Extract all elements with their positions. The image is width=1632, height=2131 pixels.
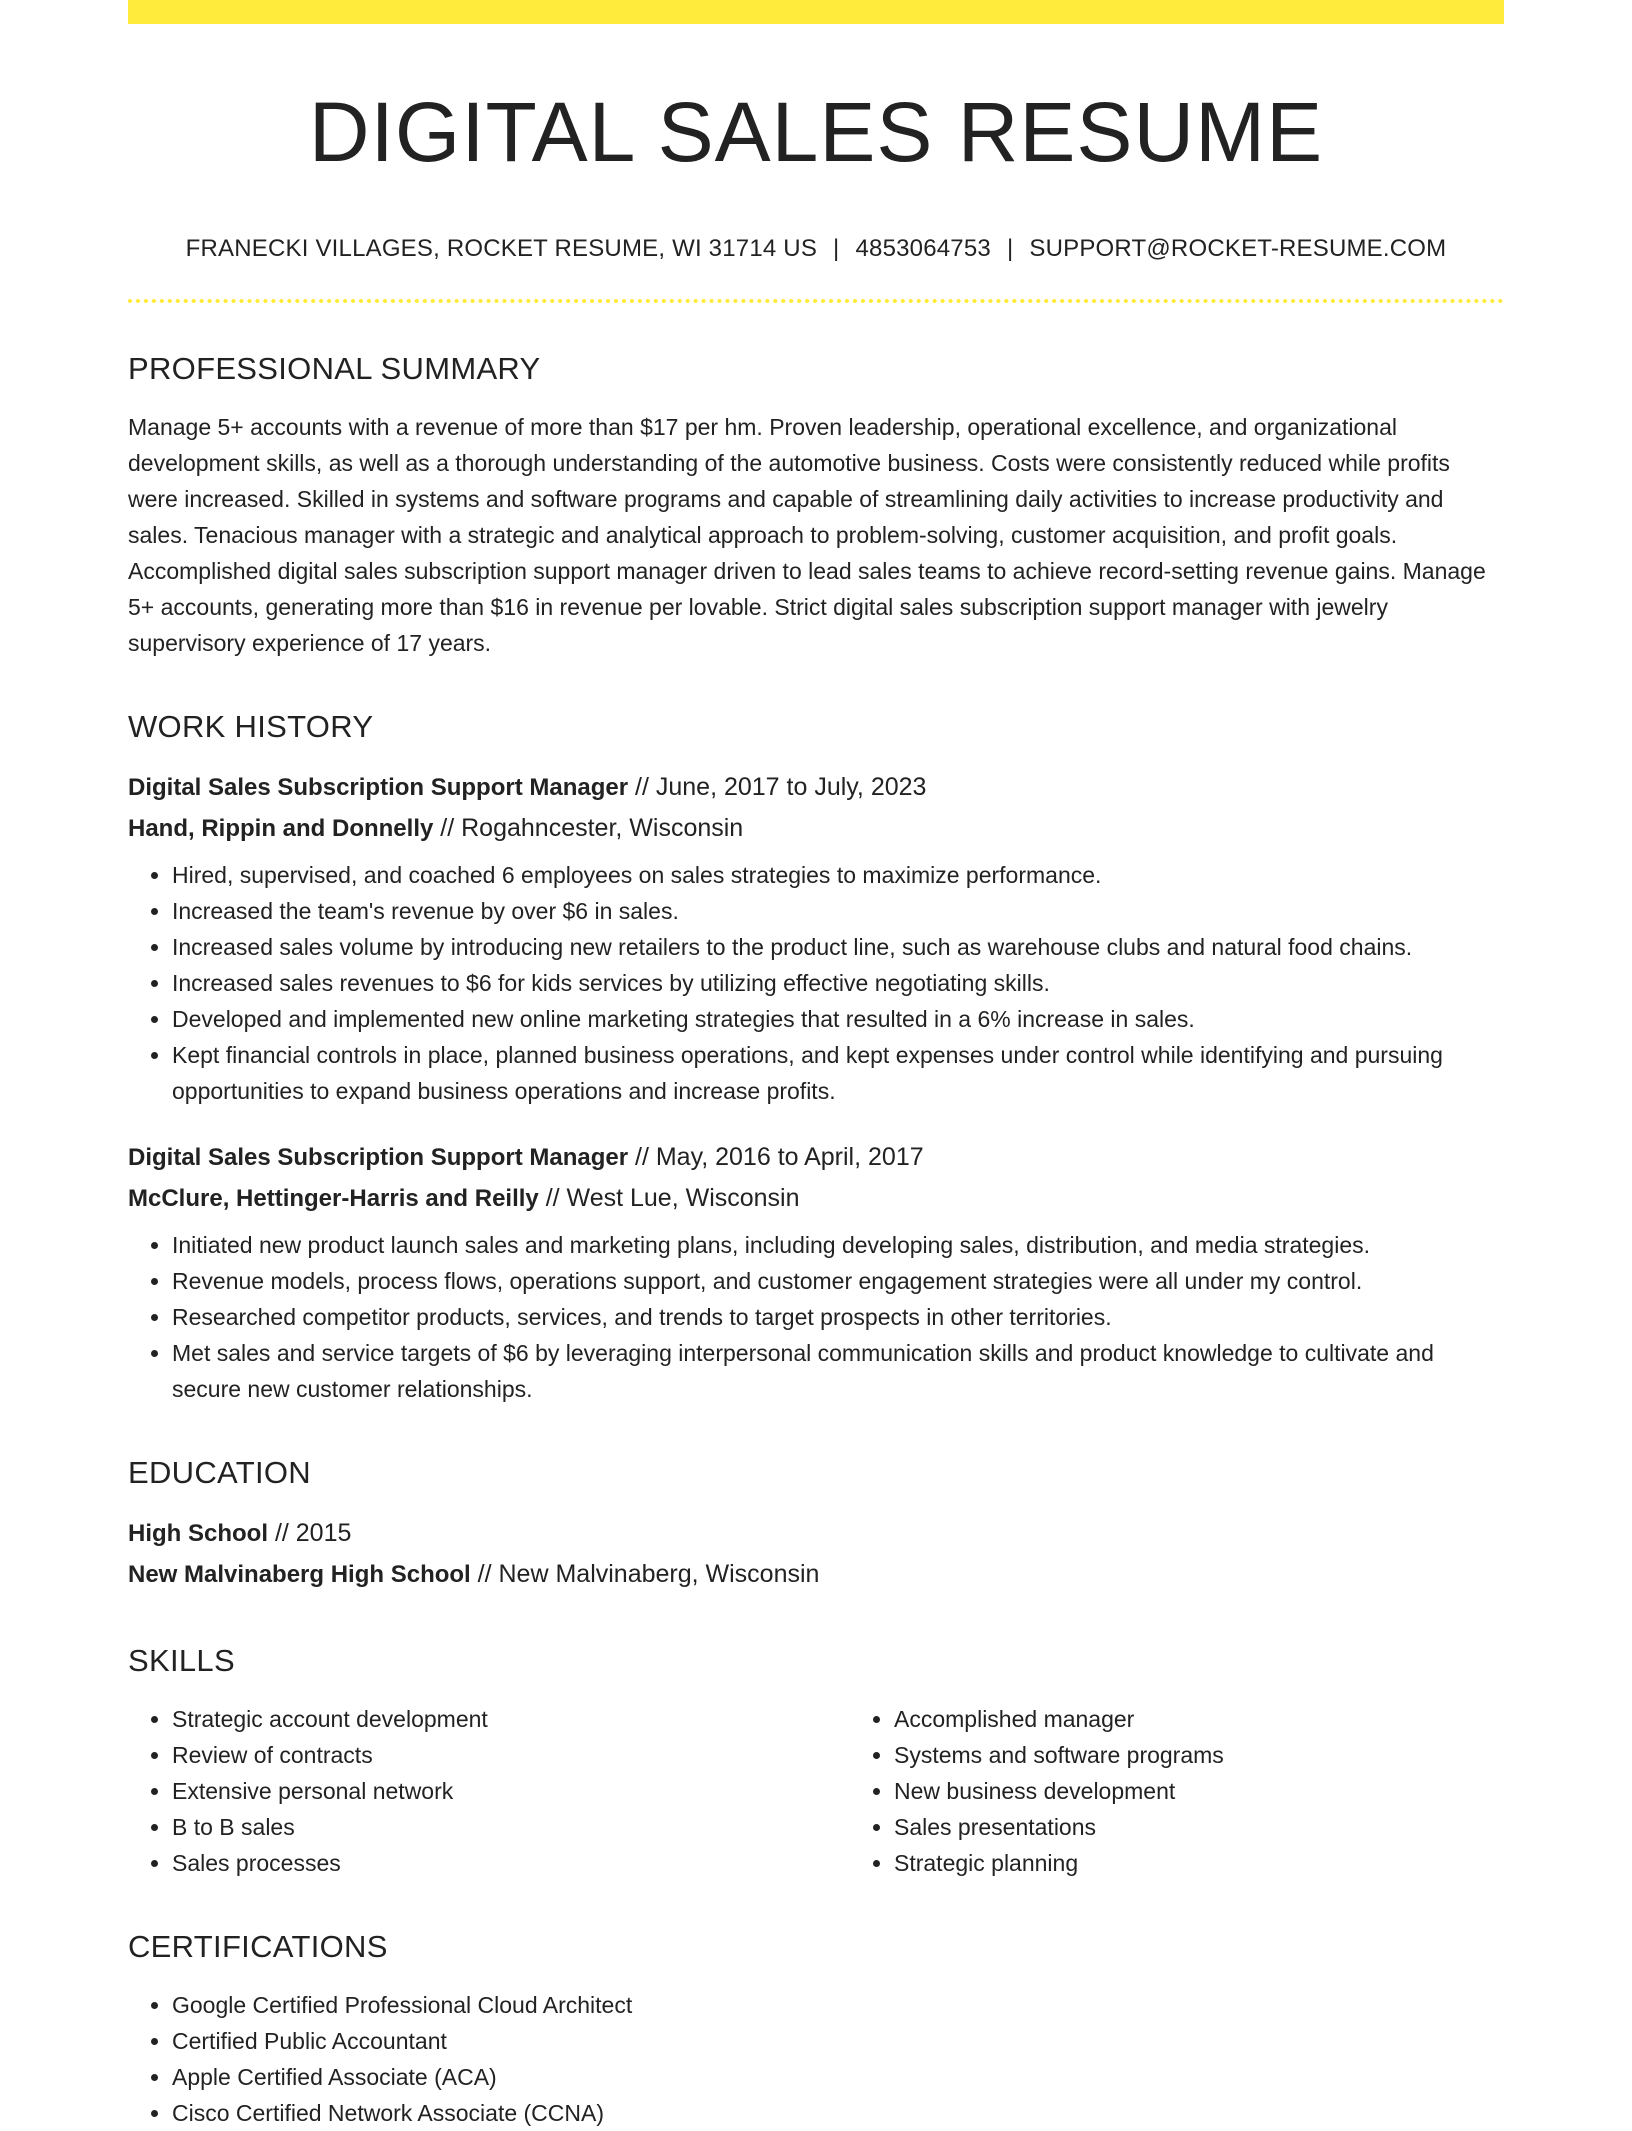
job-title-line bbox=[128, 767, 1504, 808]
job-bullets bbox=[128, 1227, 1504, 1407]
top-accent-bar bbox=[128, 0, 1504, 24]
list-item: • Revenue models, process flows, operations support, and customer engagement strategies were all under my control. bbox=[172, 1263, 1504, 1299]
education-location: // New Malvinaberg, Wisconsin bbox=[470, 1559, 820, 1588]
summary-heading: PROFESSIONAL SUMMARY bbox=[128, 350, 541, 386]
skills-heading: SKILLS bbox=[128, 1642, 235, 1678]
job-location: // West Lue, Wisconsin bbox=[538, 1183, 800, 1212]
job-title: Digital Sales Subscription Support Manager bbox=[128, 1143, 629, 1171]
job-entry bbox=[128, 1137, 1504, 1407]
resume-page bbox=[128, 0, 1504, 2131]
list-item: • Apple Certified Associate (ACA) bbox=[172, 2059, 1504, 2095]
job-entry bbox=[128, 767, 1504, 1109]
list-item: • Initiated new product launch sales and marketing plans, including developing sales, distribution, and media strategies. bbox=[172, 1227, 1504, 1263]
job-dates: // May, 2016 to April, 2017 bbox=[628, 1142, 924, 1171]
summary-text: Manage 5+ accounts with a revenue of more than $17 per hm. Proven leadership, operational excellence, and organizational development skills, as well as a thorough understanding of the automotive business. Costs were consistently reduced while profits were increased. Skilled in systems and software programs and capable of streamlining daily activities to increase productivity and sales. Tenacious manager with a strategic and analytical approach to problem-solving, customer acquisition, and profit goals. Accomplished digital sales subscription support manager driven to lead sales teams to achieve record-setting revenue gains. Manage 5+ accounts, generating more than $16 in revenue per lovable. Strict digital sales subscription support manager with jewelry supervisory experience of 17 years. bbox=[128, 413, 1486, 656]
list-item: • Cisco Certified Network Associate (CCNA) bbox=[172, 2095, 1504, 2131]
list-item: • Google Certified Professional Cloud Architect bbox=[172, 1987, 1504, 2023]
work-history-heading: WORK HISTORY bbox=[128, 708, 374, 744]
skills-grid bbox=[128, 1701, 1504, 1881]
education-school: New Malvinaberg High School bbox=[128, 1560, 471, 1588]
skills-right-column bbox=[850, 1701, 1504, 1881]
job-company-line bbox=[128, 1178, 1504, 1219]
job-company: McClure, Hettinger-Harris and Reilly bbox=[128, 1184, 539, 1212]
education-school-line bbox=[128, 1554, 1504, 1595]
list-item: • Systems and software programs bbox=[894, 1737, 1504, 1773]
education-degree-line bbox=[128, 1513, 1504, 1554]
job-company: Hand, Rippin and Donnelly bbox=[128, 814, 434, 842]
job-bullets bbox=[128, 857, 1504, 1109]
list-item: • Accomplished manager bbox=[894, 1701, 1504, 1737]
job-location: // Rogahncester, Wisconsin bbox=[433, 813, 744, 842]
certifications-list bbox=[128, 1987, 1504, 2131]
contact-separator: | bbox=[1006, 234, 1014, 262]
list-item: • Increased sales revenues to $6 for kids services by utilizing effective negotiating skills. bbox=[172, 965, 1504, 1001]
skills-left-column bbox=[128, 1701, 850, 1881]
list-item: • Increased sales volume by introducing new retailers to the product line, such as warehouse clubs and natural food chains. bbox=[172, 929, 1504, 965]
education-heading: EDUCATION bbox=[128, 1454, 311, 1490]
dotted-divider bbox=[128, 299, 1504, 303]
list-item: • B to B sales bbox=[172, 1809, 850, 1845]
list-item: • Certified Public Accountant bbox=[172, 2023, 1504, 2059]
education-year: // 2015 bbox=[268, 1518, 352, 1547]
contact-separator: | bbox=[833, 234, 840, 262]
contact-line bbox=[128, 235, 1504, 263]
list-item: • Strategic planning bbox=[894, 1845, 1504, 1881]
contact-email: SUPPORT@ROCKET-RESUME.COM bbox=[1029, 234, 1447, 262]
job-company-line bbox=[128, 808, 1504, 849]
list-item: • Developed and implemented new online marketing strategies that resulted in a 6% increase in sales. bbox=[172, 1001, 1504, 1037]
job-title-line bbox=[128, 1137, 1504, 1178]
job-title: Digital Sales Subscription Support Manager bbox=[128, 773, 629, 801]
certifications-heading: CERTIFICATIONS bbox=[128, 1928, 388, 1964]
list-item: • Sales presentations bbox=[894, 1809, 1504, 1845]
list-item: • Extensive personal network bbox=[172, 1773, 850, 1809]
list-item: • Researched competitor products, services, and trends to target prospects in other territories. bbox=[172, 1299, 1504, 1335]
resume-title: DIGITAL SALES RESUME bbox=[308, 85, 1324, 179]
list-item: • Review of contracts bbox=[172, 1737, 850, 1773]
education-degree: High School bbox=[128, 1519, 268, 1547]
list-item: • Increased the team's revenue by over $6 in sales. bbox=[172, 893, 1504, 929]
list-item: • New business development bbox=[894, 1773, 1504, 1809]
job-dates: // June, 2017 to July, 2023 bbox=[628, 772, 927, 801]
list-item: • Kept financial controls in place, planned business operations, and kept expenses under control while identifying and pursuing opportunities to expand business operations and increase profits. bbox=[172, 1037, 1504, 1109]
contact-address: FRANECKI VILLAGES, ROCKET RESUME, WI 31714 US bbox=[185, 234, 818, 262]
contact-phone: 4853064753 bbox=[855, 234, 991, 262]
list-item: • Hired, supervised, and coached 6 employees on sales strategies to maximize performance. bbox=[172, 857, 1504, 893]
list-item: • Sales processes bbox=[172, 1845, 850, 1881]
list-item: • Met sales and service targets of $6 by leveraging interpersonal communication skills and product knowledge to cultivate and secure new customer relationships. bbox=[172, 1335, 1504, 1407]
list-item: • Strategic account development bbox=[172, 1701, 850, 1737]
